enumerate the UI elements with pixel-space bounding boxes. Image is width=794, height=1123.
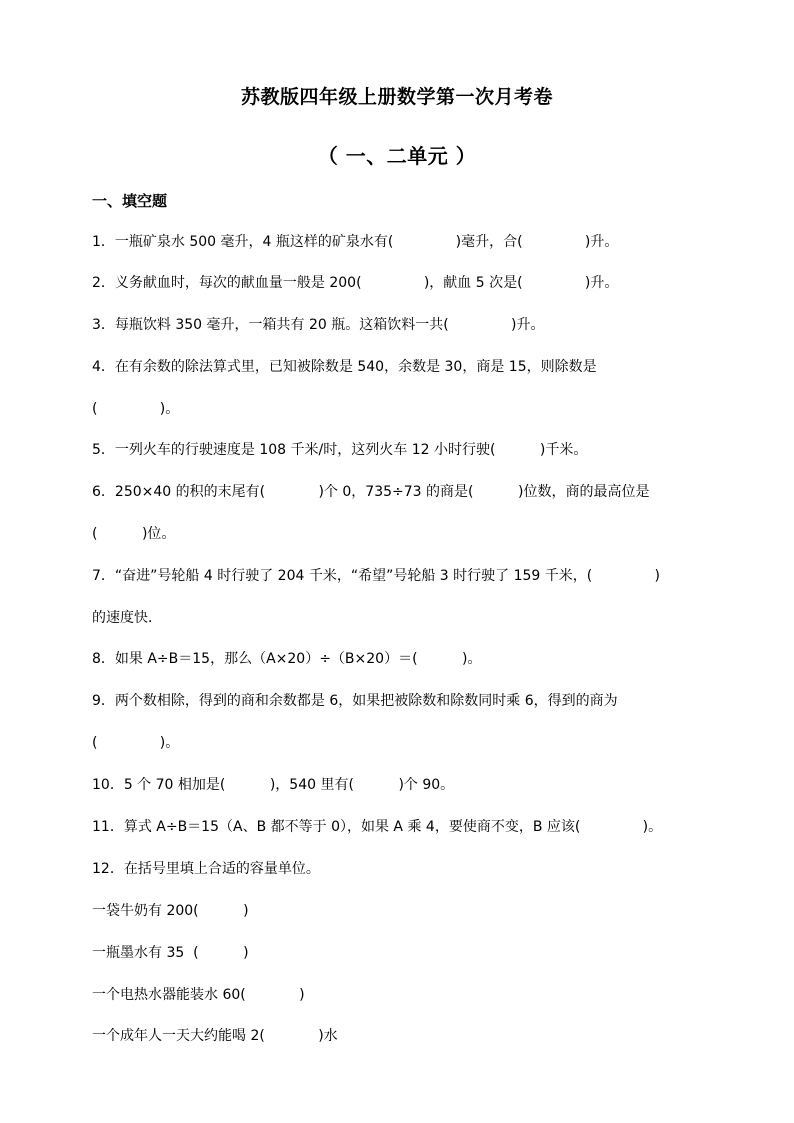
question-line: 一瓶墨水有 35 ( ) (92, 945, 249, 961)
question-line: 的速度快． (92, 610, 162, 626)
question-line: 4．在有余数的除法算式里，已知被除数是 540，余数是 30，商是 15，则除数是 (92, 359, 597, 375)
exam-subtitle: （ 一、二单元 ） (317, 144, 477, 168)
question-line: ( )。 (92, 401, 180, 417)
question-line: 11．算式 A÷B＝15（A、B 都不等于 0），如果 A 乘 4，要使商不变，B 应该( )。 (92, 819, 663, 835)
question-line: 3．每瓶饮料 350 毫升，一箱共有 20 瓶。这箱饮料一共( )升。 (92, 317, 545, 333)
question-line: ( )位。 (92, 526, 176, 542)
exam-title: 苏教版四年级上册数学第一次月考卷 (240, 86, 553, 108)
question-line: 9．两个数相除，得到的商和余数都是 6，如果把被除数和除数同时乘 6，得到的商为 (92, 693, 618, 709)
question-line: 7．“奋进”号轮船 4 时行驶了 204 千米，“希望”号轮船 3 时行驶了 159 千米，( ) (92, 568, 661, 584)
question-line: 一个电热水器能装水 60( ) (92, 987, 305, 1003)
question-line: 2．义务献血时，每次的献血量一般是 200( )，献血 5 次是( )升。 (92, 275, 619, 291)
question-line: 一个成年人一天大约能喝 2( )水 (92, 1028, 338, 1044)
question-line: ( )。 (92, 735, 180, 751)
question-line: 一袋牛奶有 200( ) (92, 903, 249, 919)
question-line: 5．一列火车的行驶速度是 108 千米/时，这列火车 12 小时行驶( )千米。 (92, 442, 588, 458)
question-line: 12．在括号里填上合适的容量单位。 (92, 861, 320, 877)
question-line: 1．一瓶矿泉水 500 毫升，4 瓶这样的矿泉水有( )毫升，合( )升。 (92, 234, 619, 250)
question-line: 6．250×40 的积的末尾有( )个 0，735÷73 的商是( )位数，商的最高位是 (92, 484, 650, 500)
question-line: 8．如果 A÷B＝15，那么（A×20）÷（B×20）＝( )。 (92, 651, 482, 667)
question-line: 10．5 个 70 相加是( )，540 里有( )个 90。 (92, 777, 455, 793)
section-heading: 一、填空题 (92, 192, 168, 210)
